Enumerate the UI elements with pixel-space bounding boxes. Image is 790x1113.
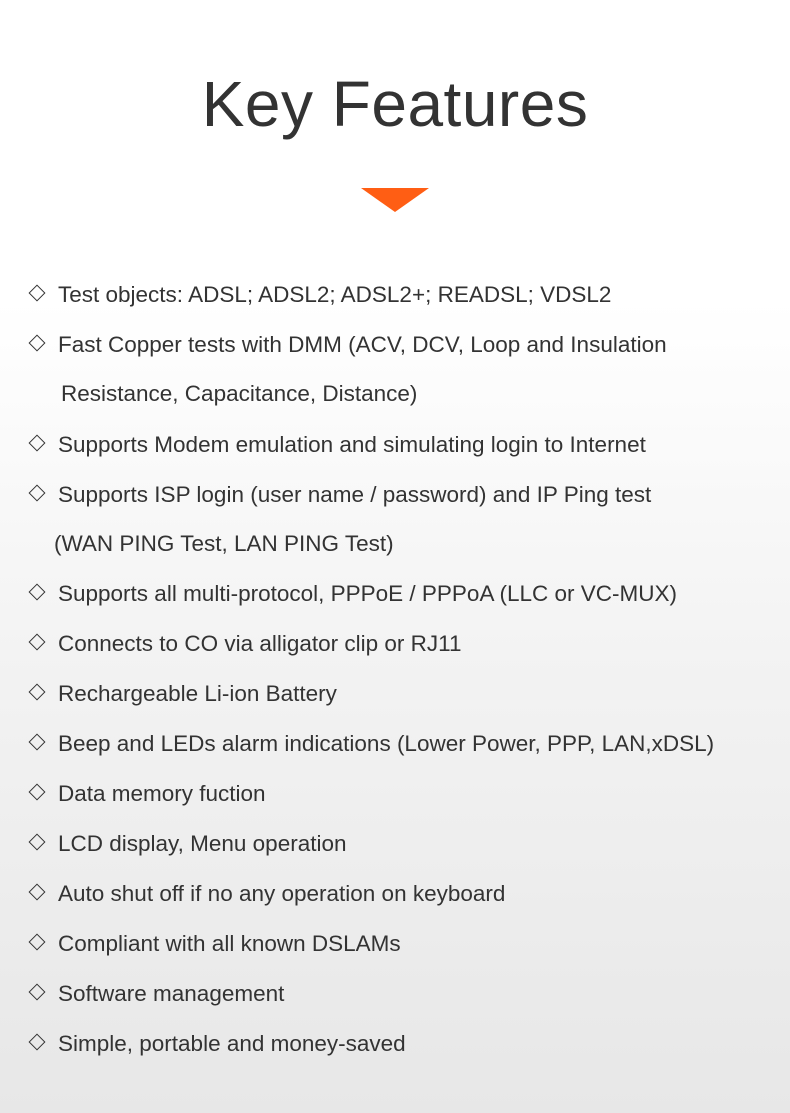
feature-text: Rechargeable Li-ion Battery <box>58 681 337 706</box>
feature-text: Supports Modem emulation and simulating login to Internet <box>58 432 646 457</box>
down-triangle-icon <box>361 188 429 212</box>
page-title: Key Features <box>201 68 589 140</box>
feature-text: Supports ISP login (user name / password) and IP Ping test <box>58 482 652 507</box>
feature-item-connects-co <box>28 631 778 657</box>
feature-text: Beep and LEDs alarm indications (Lower Power, PPP, LAN,xDSL) <box>58 731 715 756</box>
feature-item-auto-shutoff <box>28 881 778 907</box>
feature-list <box>28 280 778 1057</box>
feature-text-continued: (WAN PING Test, LAN PING Test) <box>54 531 394 556</box>
feature-item-modem-emulation <box>28 432 778 458</box>
feature-item-portable <box>28 1031 778 1057</box>
feature-item-data-memory <box>28 781 778 807</box>
feature-text: Test objects: ADSL; ADSL2; ADSL2+; READSL; VDSL2 <box>58 282 612 307</box>
feature-item-dslam-compliant <box>28 931 778 957</box>
feature-item-copper-tests <box>28 332 778 407</box>
feature-item-isp-login <box>28 482 778 557</box>
feature-item-test-objects <box>28 282 778 308</box>
feature-text: Supports all multi-protocol, PPPoE / PPPoA (LLC or VC-MUX) <box>58 581 677 606</box>
feature-item-software-management <box>28 981 778 1007</box>
feature-text: Connects to CO via alligator clip or RJ11 <box>58 631 462 656</box>
feature-item-alarm-indications <box>28 731 778 757</box>
feature-text: Software management <box>58 981 285 1006</box>
feature-text: Compliant with all known DSLAMs <box>58 931 401 956</box>
feature-text: Fast Copper tests with DMM (ACV, DCV, Loop and Insulation <box>58 332 667 357</box>
feature-text: Data memory fuction <box>58 781 266 806</box>
feature-text: Simple, portable and money-saved <box>58 1031 406 1056</box>
feature-text-continued: Resistance, Capacitance, Distance) <box>61 381 418 406</box>
feature-item-battery <box>28 681 778 707</box>
feature-text: Auto shut off if no any operation on keyboard <box>58 881 506 906</box>
feature-item-lcd-display <box>28 831 778 857</box>
feature-text: LCD display, Menu operation <box>58 831 347 856</box>
feature-item-multi-protocol <box>28 581 778 607</box>
